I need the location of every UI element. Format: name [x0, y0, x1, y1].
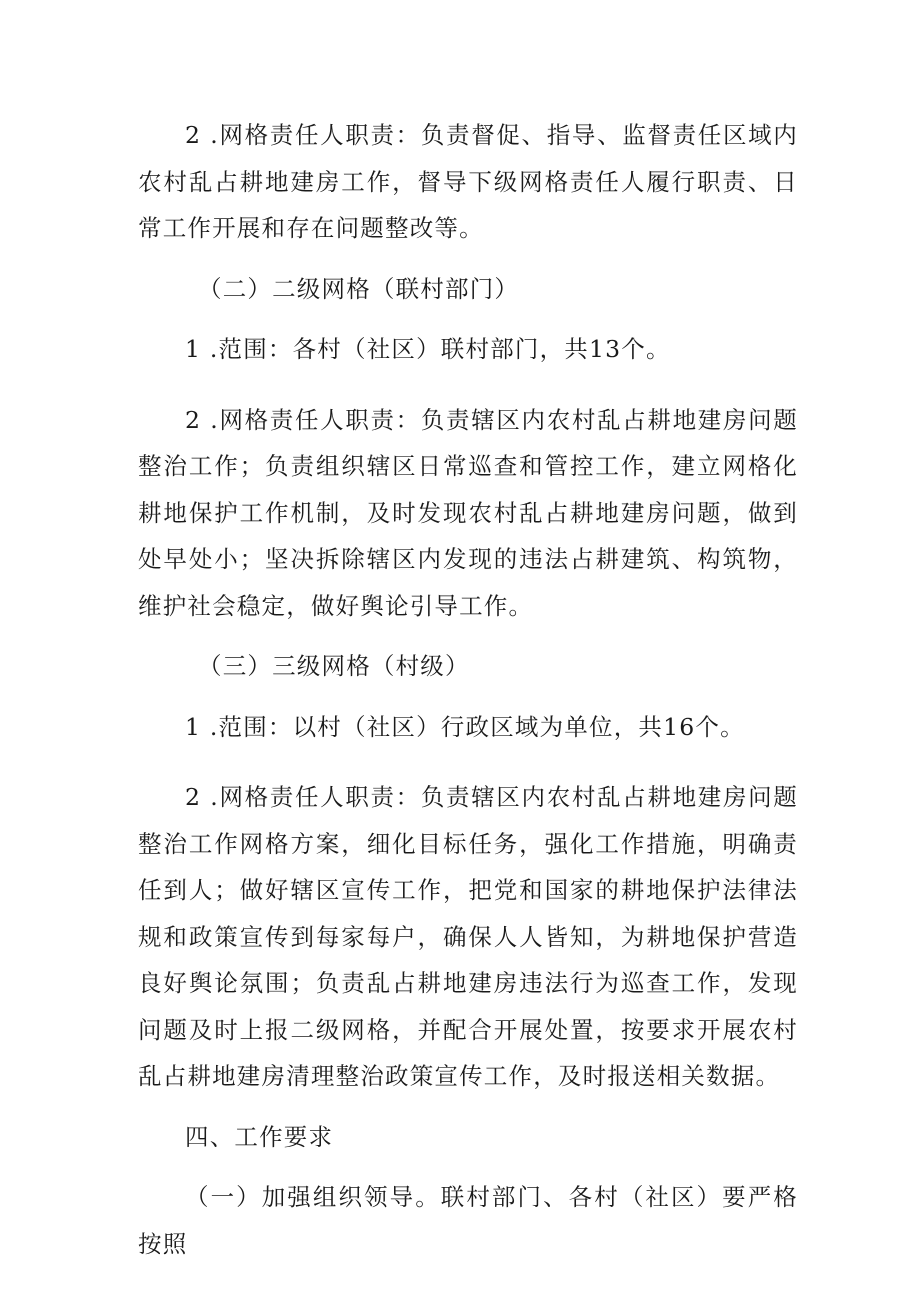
- paragraph-level2-duty: 2 .网格责任人职责：负责辖区内农村乱占耕地建房问题整治工作；负责组织辖区日常巡查和管控工作，建立网格化耕地保护工作机制，及时发现农村乱占耕地建房问题，做到处早处小；坚决拆除辖区内发现的违法占耕建筑、构筑物，维护社会稳定，做好舆论引导工作。: [138, 405, 798, 620]
- heading-level2-grid: （二）二级网格（联村部门）: [198, 274, 520, 303]
- paragraph-section-four-item-one: （一）加强组织领导。联村部门、各村（社区）要严格按照: [138, 1183, 798, 1258]
- paragraph-level1-duty: 2 .网格责任人职责：负责督促、指导、监督责任区域内农村乱占耕地建房工作，督导下级网格责任人履行职责、日常工作开展和存在问题整改等。: [138, 121, 798, 242]
- paragraph-level3-scope: 1 .范围：以村（社区）行政区域为单位，共16个。: [185, 712, 745, 741]
- paragraph-level3-duty: 2 .网格责任人职责：负责辖区内农村乱占耕地建房问题整治工作网格方案，细化目标任务，强化工作措施，明确责任到人；做好辖区宣传工作，把党和国家的耕地保护法律法规和政策宣传到每家每户，确保人人皆知，为耕地保护营造良好舆论氛围；负责乱占耕地建房违法行为巡查工作，发现问题及时上报二级网格，并配合开展处置，按要求开展农村乱占耕地建房清理整治政策宣传工作，及时报送相关数据。: [138, 783, 798, 1090]
- heading-section-four: 四、工作要求: [185, 1122, 334, 1151]
- document-body: [138, 112, 798, 1267]
- paragraph-level2-scope: 1 .范围：各村（社区）联村部门，共13个。: [185, 335, 671, 363]
- heading-level3-grid: （三）三级网格（村级）: [198, 652, 470, 680]
